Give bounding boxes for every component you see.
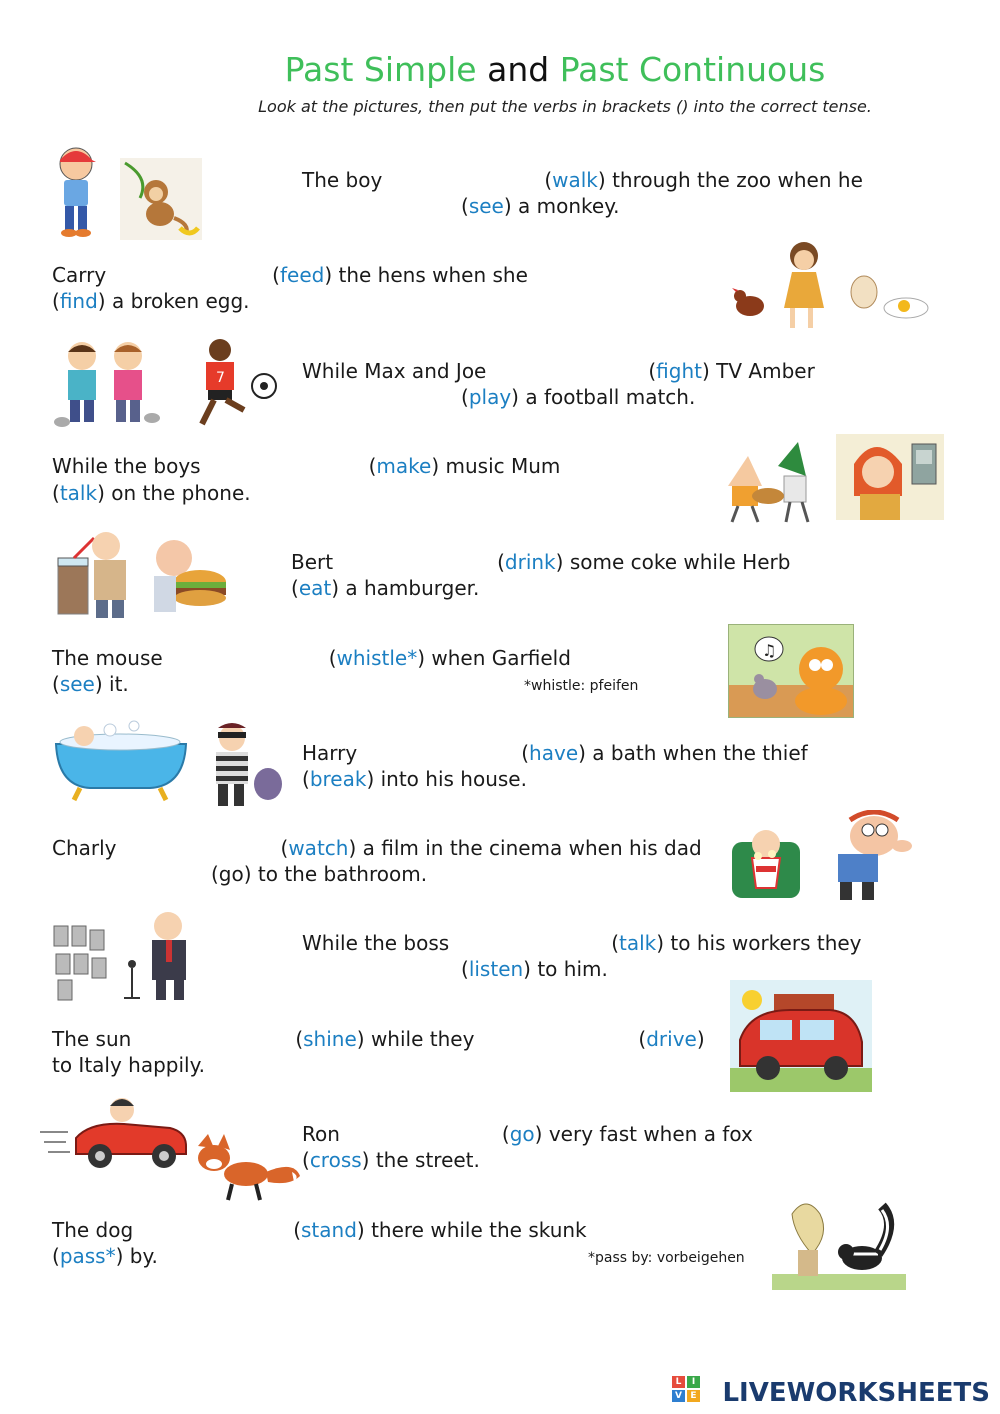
sentence-11-line-2: (cross) the street. — [302, 1148, 480, 1172]
sentence-7-verb-have: have — [529, 741, 579, 765]
sentence-2-line-1: Carry (feed) the hens when she — [52, 263, 528, 287]
fox-picture — [190, 1132, 302, 1202]
sentence-11-verb-cross: cross — [309, 1148, 362, 1172]
instructions: Look at the pictures, then put the verbs in brackets () into the correct tense. — [258, 97, 872, 116]
footnote-pass-by: *pass by: vorbeigehen — [588, 1250, 745, 1266]
sentence-9-subject: While the boss — [302, 931, 450, 955]
sentence-6-line-2: (see) it. — [52, 672, 129, 696]
charly-watching-film-picture — [728, 822, 804, 906]
boys-fighting-picture — [52, 334, 162, 430]
sentence-6-verb-whistle: whistle* — [336, 646, 418, 670]
sentence-10-rest: while they — [370, 1027, 475, 1051]
logo-letter-v: V — [672, 1390, 685, 1402]
sentence-9-verb-talk: talk — [619, 931, 657, 955]
sentence-6-line-1: The mouse (whistle*) when Garfield — [52, 646, 571, 670]
sentence-10-line-2: to Italy happily. — [52, 1053, 205, 1077]
sentence-5-verb-eat: eat — [298, 576, 332, 600]
sentence-2-end: a broken egg. — [111, 289, 250, 313]
girl-feeding-hens-picture — [728, 238, 838, 334]
svg-text:7: 7 — [216, 370, 225, 386]
sentence-3-end: a football match. — [525, 385, 696, 409]
logo-letter-l: L — [672, 1376, 685, 1388]
sentence-5-subject: Bert — [291, 550, 334, 574]
dog-and-skunk-picture — [772, 1194, 906, 1290]
sentence-11-end: the street. — [375, 1148, 480, 1172]
sentence-4-end: on the phone. — [111, 481, 251, 505]
sentence-12-subject: The dog — [52, 1218, 134, 1242]
herb-eating-hamburger-picture — [144, 534, 232, 618]
sentence-4-rest: music Mum — [445, 454, 561, 478]
sentence-10-line-1: The sun (shine) while they (drive) — [52, 1027, 705, 1051]
sentence-4-line-1: While the boys (make) music Mum — [52, 454, 561, 478]
sentence-6-end: it. — [109, 672, 129, 696]
ron-driving-car-picture — [40, 1092, 190, 1172]
sentence-7-line-1: Harry (have) a bath when the thief — [302, 741, 808, 765]
logo-letter-i: I — [687, 1376, 700, 1388]
sentence-8-line-2: (go) to the bathroom. — [211, 862, 428, 886]
boys-making-music-picture — [718, 436, 830, 524]
sentence-11-rest: very fast when a fox — [548, 1122, 753, 1146]
sentence-5-line-2: (eat) a hamburger. — [291, 576, 480, 600]
harry-in-bath-picture — [50, 716, 192, 802]
sentence-5-end: a hamburger. — [345, 576, 480, 600]
sentence-9-verb-listen: listen — [468, 957, 524, 981]
sentence-10-subject: The sun — [52, 1027, 132, 1051]
sentence-6-rest: when Garfield — [431, 646, 571, 670]
sentence-8-subject: Charly — [52, 836, 117, 860]
bert-drinking-picture — [54, 524, 138, 620]
sentence-2-rest: the hens when she — [338, 263, 528, 287]
sentence-3-line-2: (play) a football match. — [461, 385, 696, 409]
sentence-12-line-1: The dog (stand) there while the skunk — [52, 1218, 587, 1242]
sentence-1-verb-see: see — [468, 194, 504, 218]
sentence-3-verb-fight: fight — [656, 359, 702, 383]
sentence-4-subject: While the boys — [52, 454, 201, 478]
sentence-4-verb-talk: talk — [59, 481, 98, 505]
sentence-2-verb-find: find — [59, 289, 98, 313]
sentence-1-line-2: (see) a monkey. — [461, 194, 620, 218]
monkey-picture — [120, 158, 202, 240]
sentence-11-verb-go: go — [509, 1122, 535, 1146]
sentence-1-line-1: The boy (walk) through the zoo when he — [302, 168, 863, 192]
sentence-4-verb-make: make — [376, 454, 432, 478]
svg-text:♫: ♫ — [762, 641, 777, 660]
sentence-8-line-1: Charly (watch) a film in the cinema when his dad — [52, 836, 702, 860]
broken-egg-picture — [848, 270, 930, 322]
sentence-2-subject: Carry — [52, 263, 107, 287]
sentence-9-line-2: (listen) to him. — [461, 957, 608, 981]
sentence-3-rest: TV Amber — [716, 359, 815, 383]
sentence-7-line-2: (break) into his house. — [302, 767, 527, 791]
sentence-9-rest: to his workers they — [670, 931, 862, 955]
sentence-7-end: into his house. — [380, 767, 527, 791]
girl-playing-football-picture — [180, 334, 280, 432]
family-car-trip-picture — [730, 980, 872, 1092]
sentence-3-subject: While Max and Joe — [302, 359, 487, 383]
sentence-7-verb-break: break — [309, 767, 367, 791]
sentence-7-rest: a bath when the thief — [592, 741, 808, 765]
mouse-and-garfield-picture — [728, 624, 854, 718]
sentence-12-line-2: (pass*) by. — [52, 1244, 158, 1268]
boss-and-workers-picture — [52, 908, 202, 1004]
sentence-1-subject: The boy — [302, 168, 383, 192]
sentence-12-verb-pass: pass* — [59, 1244, 116, 1268]
sentence-6-subject: The mouse — [52, 646, 163, 670]
sentence-3-line-1: While Max and Joe (fight) TV Amber — [302, 359, 815, 383]
thief-picture — [194, 722, 286, 810]
worksheet-title — [0, 50, 1000, 89]
sentence-1-end: a monkey. — [518, 194, 620, 218]
sentence-10-verb-drive: drive — [646, 1027, 697, 1051]
boy-picture — [50, 140, 102, 240]
title-past-continuous: Past Continuous — [559, 50, 826, 89]
sentence-1-rest: through the zoo when he — [612, 168, 863, 192]
sentence-9-line-1: While the boss (talk) to his workers they — [302, 931, 862, 955]
sentence-12-verb-stand: stand — [301, 1218, 357, 1242]
sentence-4-line-2: (talk) on the phone. — [52, 481, 251, 505]
sentence-11-subject: Ron — [302, 1122, 340, 1146]
sentence-8-rest: a film in the cinema when his dad — [362, 836, 702, 860]
sentence-12-end: by. — [129, 1244, 158, 1268]
liveworksheets-logo-icon — [672, 1376, 702, 1404]
sentence-11-line-1: Ron (go) very fast when a fox — [302, 1122, 753, 1146]
liveworksheets-brand[interactable]: LIVEWORKSHEETS — [722, 1378, 990, 1408]
logo-letter-e: E — [687, 1390, 700, 1402]
sentence-5-line-1: Bert (drink) some coke while Herb — [291, 550, 791, 574]
sentence-8-verb-watch: watch — [288, 836, 349, 860]
dad-hurrying-picture — [808, 810, 920, 906]
sentence-1-verb-walk: walk — [552, 168, 598, 192]
mum-on-phone-picture — [836, 434, 944, 520]
sentence-7-subject: Harry — [302, 741, 358, 765]
sentence-3-verb-play: play — [468, 385, 512, 409]
sentence-9-end: to him. — [537, 957, 608, 981]
sentence-12-rest: there while the skunk — [371, 1218, 587, 1242]
title-and: and — [487, 50, 550, 89]
sentence-6-verb-see: see — [59, 672, 95, 696]
sentence-5-verb-drink: drink — [504, 550, 556, 574]
sentence-2-verb-feed: feed — [279, 263, 325, 287]
title-past-simple: Past Simple — [284, 50, 477, 89]
sentence-5-rest: some coke while Herb — [569, 550, 791, 574]
sentence-10-verb-shine: shine — [303, 1027, 357, 1051]
sentence-2-line-2: (find) a broken egg. — [52, 289, 250, 313]
footnote-whistle: *whistle: pfeifen — [524, 678, 639, 694]
